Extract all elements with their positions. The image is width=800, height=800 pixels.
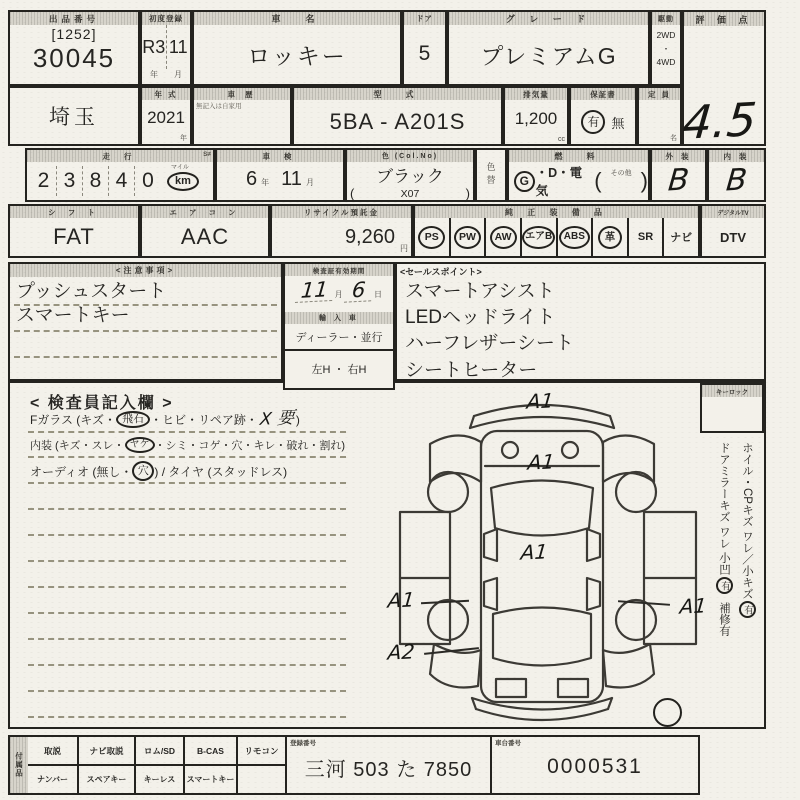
keylock-label: キーロック (702, 385, 762, 397)
registration-number-label: 登録番号 (290, 740, 316, 747)
equip-navi: ナビ (662, 218, 698, 256)
shaken-cell (215, 148, 345, 202)
accessories-side-label: 付属品 (10, 737, 28, 793)
mile-unit-option: マイル (171, 165, 189, 171)
wheel-note-line (735, 442, 758, 730)
auction-lane-number: [1252] (51, 26, 97, 42)
front-glass-paren: ) (295, 412, 300, 427)
accessory-empty (238, 766, 285, 793)
interior-grade-handwritten: B (724, 162, 749, 199)
accessory-number-plate: ナンバー (28, 766, 79, 793)
dtv-cell (700, 204, 766, 258)
aircon-value: AAC (180, 224, 230, 249)
score-label: 評 価 点 (684, 12, 764, 26)
interior-label: 内 装 (709, 150, 764, 162)
shift-value: FAT (53, 224, 95, 249)
fuel-label: 燃 料 (509, 150, 648, 162)
capacity-unit: 名 (670, 135, 677, 142)
recycle-deposit-cell (270, 204, 413, 258)
warranty-cell (569, 86, 637, 146)
car-history-cell (192, 86, 292, 146)
color-paren-right: ) (465, 186, 470, 201)
cautions-cell (8, 262, 283, 381)
fuel-paren-right: ) (640, 168, 648, 193)
equip-leather-circled: 革 (598, 226, 622, 249)
keylock-box (700, 383, 764, 433)
color-label: 色 (Col.No) (347, 150, 473, 162)
exterior-label: 外 装 (652, 150, 705, 162)
grade-score-handwritten: 4.5 (680, 92, 759, 150)
model-year-cell (140, 86, 192, 146)
interior-grade-cell (707, 148, 766, 202)
displacement-label: 排気量 (505, 88, 567, 100)
auction-number-cell (8, 10, 140, 86)
mileage-digit: 3 (57, 166, 83, 196)
cc-unit: cc (558, 136, 565, 143)
mileage-digit: 8 (83, 166, 109, 196)
validity-month-handwritten: 11 (295, 279, 334, 303)
accessory-navi-manual: ナビ取説 (79, 737, 136, 764)
mirror-note-line (712, 442, 735, 730)
car-name-cell (192, 10, 402, 86)
mileage-flag: S≠ (203, 151, 211, 158)
color-paren-left: ( (350, 186, 355, 201)
equip-aw-circled: AW (490, 226, 517, 249)
shaken-label: 車 検 (217, 150, 343, 162)
chassis-number-label: 車台番号 (495, 740, 521, 747)
mirror-note-yes-circled: 有 (716, 577, 733, 594)
audio-tire-line (30, 461, 287, 481)
tire-text: ) / タイヤ (スタッドレス) (154, 464, 288, 479)
factory-equipment-cell (413, 204, 700, 258)
sales-point-item: LEDヘッドライト (405, 307, 556, 329)
recycle-deposit-value: 9,260 (344, 225, 395, 248)
car-top-view-diagram (388, 386, 708, 731)
drive-4wd: 4WD (656, 57, 676, 68)
grade-value: プレミアムG (480, 42, 617, 69)
caution-item: スマートキー (16, 305, 130, 327)
displacement-value: 1,200 (514, 109, 558, 128)
inspection-validity-label: 検査証有効期間 (285, 264, 393, 276)
warranty-no: 無 (611, 115, 625, 131)
exterior-grade-handwritten: B (666, 162, 691, 199)
recycle-deposit-label: リサイクル預託金 (272, 206, 411, 218)
model-year-unit: 年 (180, 135, 187, 142)
accessory-spare-key: スペアキー (79, 766, 136, 793)
model-year-label: 年 式 (142, 88, 190, 100)
exterior-grade-cell (650, 148, 707, 202)
front-glass-text: Fガラス (キズ・ (30, 413, 117, 427)
import-car-label: 輸 入 車 (285, 312, 393, 324)
door-count: 5 (418, 42, 431, 65)
mileage-digit: 4 (109, 166, 135, 196)
shaken-year: 6 (246, 168, 258, 190)
score-cell (680, 10, 766, 150)
equip-ps-circled: PS (418, 226, 445, 249)
mileage-digit: 2 (31, 166, 57, 196)
drive-2wd: 2WD (656, 30, 676, 40)
wheel-note-text: ホイル・CPキズ ワレ／小キズ (741, 442, 753, 600)
first-registration-label: 初度登録 (142, 12, 190, 25)
equip-abs-circled: ABS (559, 226, 590, 249)
sales-points-label: <セールスポイント> (400, 267, 482, 277)
accessory-keyless: キーレス (136, 766, 185, 793)
validity-day-handwritten: 6 (344, 279, 373, 302)
shaken-month-unit: 月 (305, 178, 314, 187)
right-margin-notes (712, 442, 758, 730)
shaken-month: 11 (281, 168, 302, 190)
interior-condition-text: 内装 (キズ・スレ・ (30, 440, 125, 452)
door-cell (402, 10, 447, 86)
accessory-manual: 取説 (28, 737, 79, 764)
drivetrain-cell (650, 10, 682, 86)
fuel-gasoline-circled: G (514, 171, 535, 192)
accessory-smart-key: スマートキー (185, 766, 238, 793)
first-reg-month: 11 (168, 36, 188, 57)
fuel-other-label: その他 (610, 170, 632, 177)
drive-dot: ・ (661, 43, 671, 54)
damage-mark: A1 (386, 587, 416, 613)
capacity-cell (637, 86, 682, 146)
accessory-bcas: B-CAS (185, 737, 238, 764)
mileage-label: 走 行 (102, 151, 138, 161)
wheel-note-yes-circled: 有 (739, 601, 756, 618)
sales-point-item: スマートアシスト (405, 281, 555, 302)
fuel-options: ・D・電気 (535, 166, 583, 198)
dtv-value: DTV (720, 229, 746, 245)
aircon-label: エ ア コ ン (142, 206, 268, 218)
warranty-yes-circled: 有 (581, 110, 605, 134)
audio-text: オーディオ (無し・ (30, 464, 133, 479)
fuel-paren-left: ( (594, 168, 602, 193)
yen-unit: 円 (400, 244, 408, 253)
displacement-cell (503, 86, 569, 146)
fading-circled: ヤケ (125, 437, 155, 453)
interior-condition-line (30, 437, 345, 453)
color-change-cell (475, 148, 507, 202)
registration-number: 三河 503 た 7850 (304, 758, 473, 781)
equip-pw-circled: PW (454, 226, 481, 249)
car-history-label: 車 歴 (194, 88, 290, 100)
prefecture-cell (8, 86, 140, 146)
import-type-options: ディーラー・並行 (285, 324, 393, 351)
mileage-cell (25, 148, 215, 202)
equip-sr: SR (627, 218, 663, 256)
caution-item: プッシュスタート (16, 281, 167, 302)
aircon-cell (140, 204, 270, 258)
inspection-validity-cell (283, 262, 395, 390)
validity-day-unit: 日 (374, 290, 383, 299)
color-change-label: 色替 (485, 162, 496, 188)
stone-chip-circled: 飛石 (116, 411, 150, 428)
shift-cell (8, 204, 140, 258)
color-name: ブラック (376, 166, 444, 186)
car-name: ロッキー (247, 42, 347, 69)
car-history-note: 無記入は自家用 (196, 103, 242, 110)
inspector-section-title: < 検査員記入欄 > (30, 395, 174, 412)
damage-mark: A2 (386, 639, 416, 665)
mileage-digit: 0 (142, 169, 154, 192)
sales-points-cell (395, 262, 766, 381)
prefecture: 埼玉 (49, 106, 99, 129)
month-unit: 月 (174, 70, 182, 79)
shift-label: シ フ ト (10, 206, 138, 218)
factory-equipment-label: 純 正 装 備 品 (415, 206, 698, 218)
car-name-label: 車 名 (194, 12, 400, 25)
color-cell (345, 148, 475, 202)
model-code-cell (292, 86, 503, 146)
year-unit: 年 (150, 70, 158, 79)
door-label: ドア (404, 12, 445, 25)
sales-point-item: シートヒーター (405, 359, 538, 381)
model-year: 2021 (147, 108, 185, 127)
repaired-note-text: 補修有 (718, 601, 730, 637)
model-code-label: 型 式 (294, 88, 501, 100)
accessory-rom-sd: ロム/SD (136, 737, 185, 764)
drivetrain-label: 駆動 (652, 12, 680, 25)
cautions-label: <注意事項> (10, 264, 281, 277)
model-code: 5BA - A201S (329, 109, 466, 134)
dtv-label: デジタルTV (702, 206, 764, 218)
warranty-label: 保証書 (571, 88, 635, 100)
capacity-label: 定 員 (639, 88, 680, 100)
chassis-number: 0000531 (547, 755, 643, 778)
validity-month-unit: 月 (334, 290, 343, 299)
accessory-remote: リモコン (244, 745, 279, 756)
audio-hole-circled: 穴 (132, 461, 154, 481)
color-code: X07 (400, 187, 420, 200)
damage-mark: A1 (526, 449, 556, 475)
footer-grid (8, 735, 700, 795)
first-reg-year: R3 (142, 25, 167, 69)
handle-position-options: 左H ・ 右H (311, 363, 367, 376)
damage-mark: A1 (678, 593, 708, 619)
damage-mark: A1 (519, 539, 549, 565)
front-glass-line (30, 408, 300, 430)
auction-number-label: 出品番号 (10, 12, 138, 25)
equip-airbag-circled: エアB (522, 226, 555, 249)
mirror-note-text: ドアミラーキズ ワレ 小凹 (718, 442, 730, 575)
sales-point-item: ハーフレザーシート (405, 333, 574, 355)
interior-condition-text2: ・シミ・コゲ・穴・キレ・破れ・割れ) (154, 440, 346, 452)
grade-cell (447, 10, 650, 86)
km-unit-circled: km (167, 172, 199, 191)
first-registration-cell (140, 10, 192, 86)
repair-needed-handwritten: X 要 (258, 408, 295, 430)
grade-label: グ レ ー ド (449, 12, 648, 25)
damage-mark: A1 (525, 388, 555, 414)
front-glass-text2: ・ヒビ・リペア跡・ (150, 413, 258, 427)
shaken-year-unit: 年 (261, 178, 270, 187)
auction-number: 30045 (32, 42, 116, 73)
fuel-cell (507, 148, 650, 202)
handwritten-circle-mark (653, 698, 682, 727)
